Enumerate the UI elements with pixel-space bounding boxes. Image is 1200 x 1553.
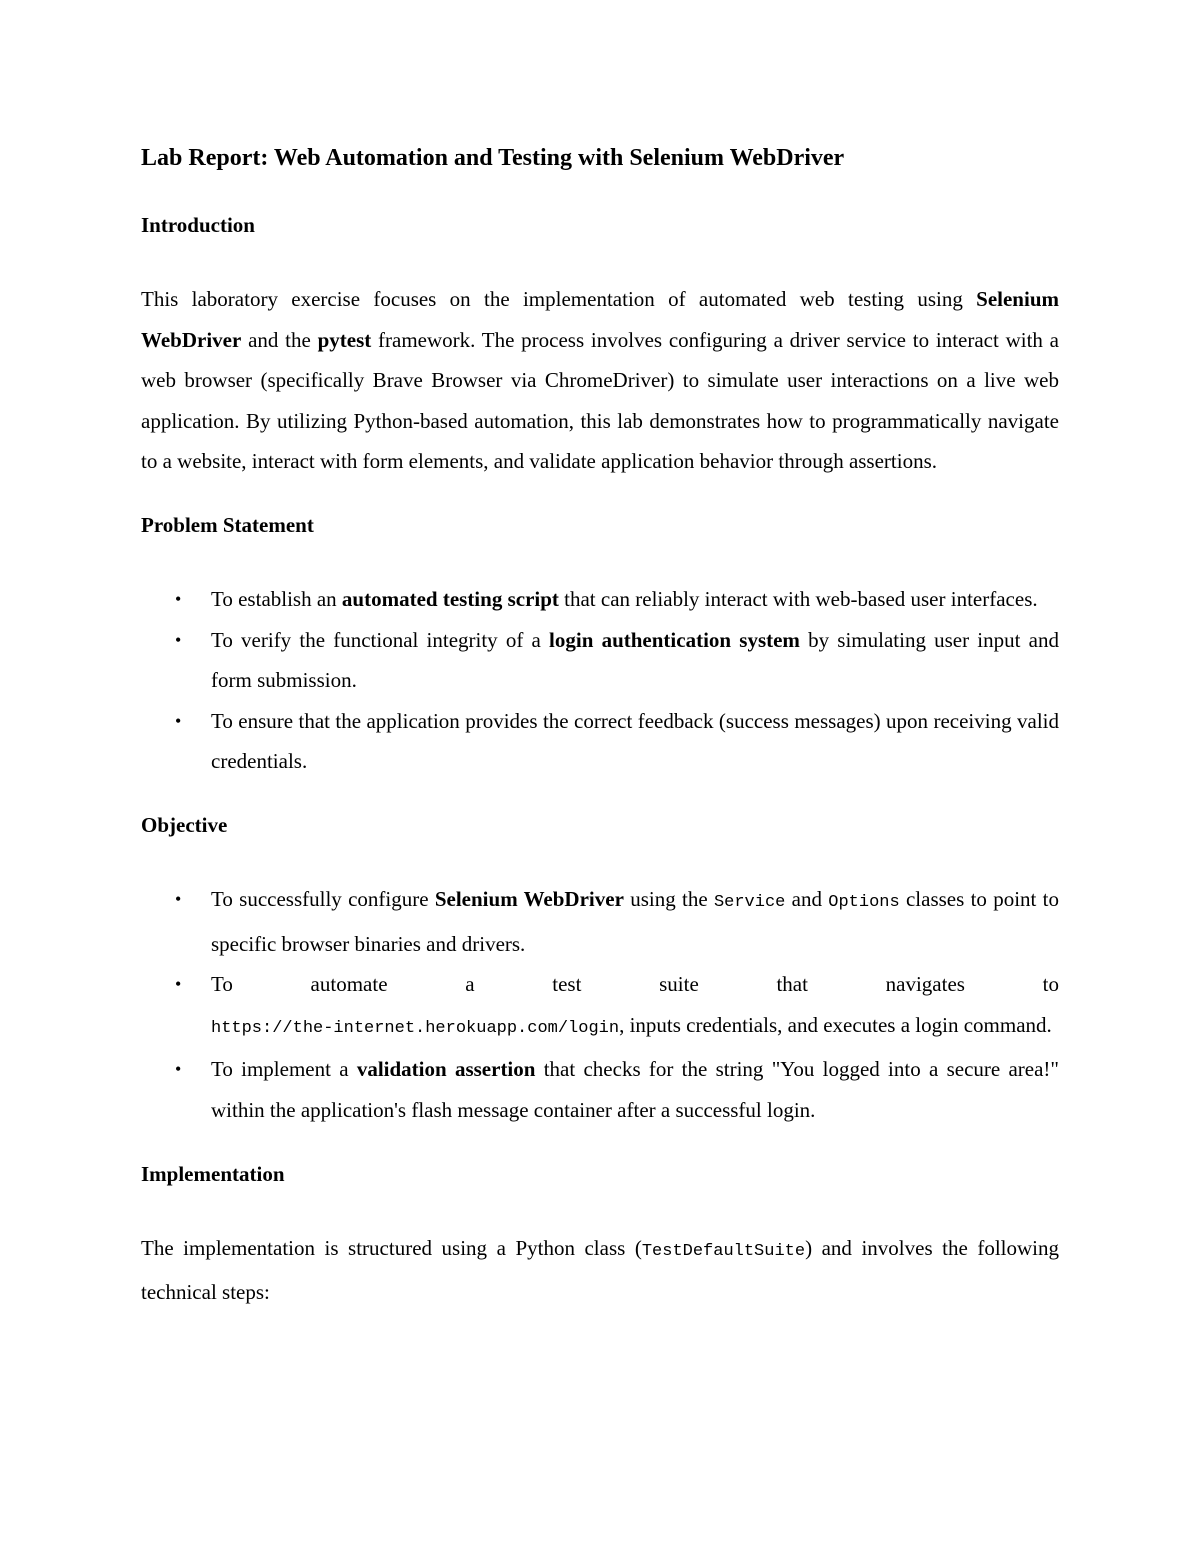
- implementation-paragraph: [141, 1228, 1059, 1313]
- item-text: using the: [623, 886, 714, 911]
- document-page: [141, 140, 1059, 1341]
- bullet-icon: •: [175, 710, 182, 731]
- list-item: [141, 620, 1059, 701]
- heading-implementation: Implementation: [141, 1161, 285, 1186]
- list-item: [141, 964, 1059, 1049]
- intro-bold-selenium: Selenium WebDriver: [141, 287, 1059, 352]
- list-item: [141, 579, 1059, 620]
- code-options: Options: [828, 892, 900, 912]
- item-text: To ensure that the application provides the correct feedback (success messages) upon receiving valid credentials.: [211, 708, 1059, 774]
- item-text: To verify the functional integrity of a: [211, 627, 550, 652]
- code-url: https://the-internet.herokuapp.com/login: [211, 1018, 620, 1038]
- document-title: Lab Report: Web Automation and Testing with Selenium WebDriver: [141, 145, 845, 171]
- bullet-icon: •: [175, 1059, 182, 1080]
- item-text: To automate a test suite that navigates to: [211, 972, 1059, 997]
- code-class-name: TestDefaultSuite: [641, 1241, 806, 1261]
- item-text: that checks for the string "You logged into a secure area!" within the application's flash message container after a successful login.: [211, 1057, 1059, 1122]
- objective-list: [141, 879, 1059, 1131]
- item-text: and: [785, 886, 829, 911]
- item-bold: Selenium WebDriver: [434, 886, 624, 911]
- bullet-icon: •: [175, 588, 182, 609]
- item-text: , inputs credentials, and executes a login command.: [619, 1012, 1052, 1037]
- intro-bold-pytest: pytest: [317, 327, 372, 352]
- item-text: that can reliably interact with web-based user interfaces.: [558, 586, 1038, 611]
- heading-problem-statement: Problem Statement: [141, 512, 314, 537]
- item-bold: automated testing script: [341, 586, 559, 611]
- introduction-paragraph: [141, 279, 1059, 482]
- heading-objective: Objective: [141, 812, 228, 837]
- impl-text-2: ) and involves the following technical steps:: [141, 1235, 1059, 1305]
- impl-text-1: The implementation is structured using a Python class (: [141, 1235, 642, 1260]
- item-text: by simulating user input and form submission.: [211, 627, 1059, 693]
- item-text: classes to point to specific browser binaries and drivers.: [211, 886, 1059, 956]
- list-item: [141, 879, 1059, 964]
- list-item: [141, 1049, 1059, 1130]
- intro-text-2: and the: [241, 327, 318, 352]
- list-item: [141, 701, 1059, 782]
- item-bold: login authentication system: [549, 627, 800, 652]
- item-text: To successfully configure: [211, 886, 435, 911]
- intro-text-3: framework. The process involves configuring a driver service to interact with a web browser (specifically Brave Browser via ChromeDriver) to simulate user interactions on a live web application. By utilizing Python-based automation, this lab demonstrates how to programmatically navigate to a website, interact with form elements, and validate application behavior through assertions.: [141, 327, 1059, 474]
- item-text: To establish an: [211, 586, 342, 611]
- bullet-icon: •: [175, 974, 182, 995]
- item-text: To implement a: [211, 1057, 357, 1082]
- intro-text-1: This laboratory exercise focuses on the implementation of automated web testing using: [141, 287, 977, 311]
- item-bold: validation assertion: [356, 1057, 536, 1082]
- bullet-icon: •: [175, 629, 182, 650]
- problem-statement-list: [141, 579, 1059, 782]
- code-service: Service: [713, 892, 786, 912]
- bullet-icon: •: [175, 888, 182, 909]
- heading-introduction: Introduction: [141, 213, 255, 237]
